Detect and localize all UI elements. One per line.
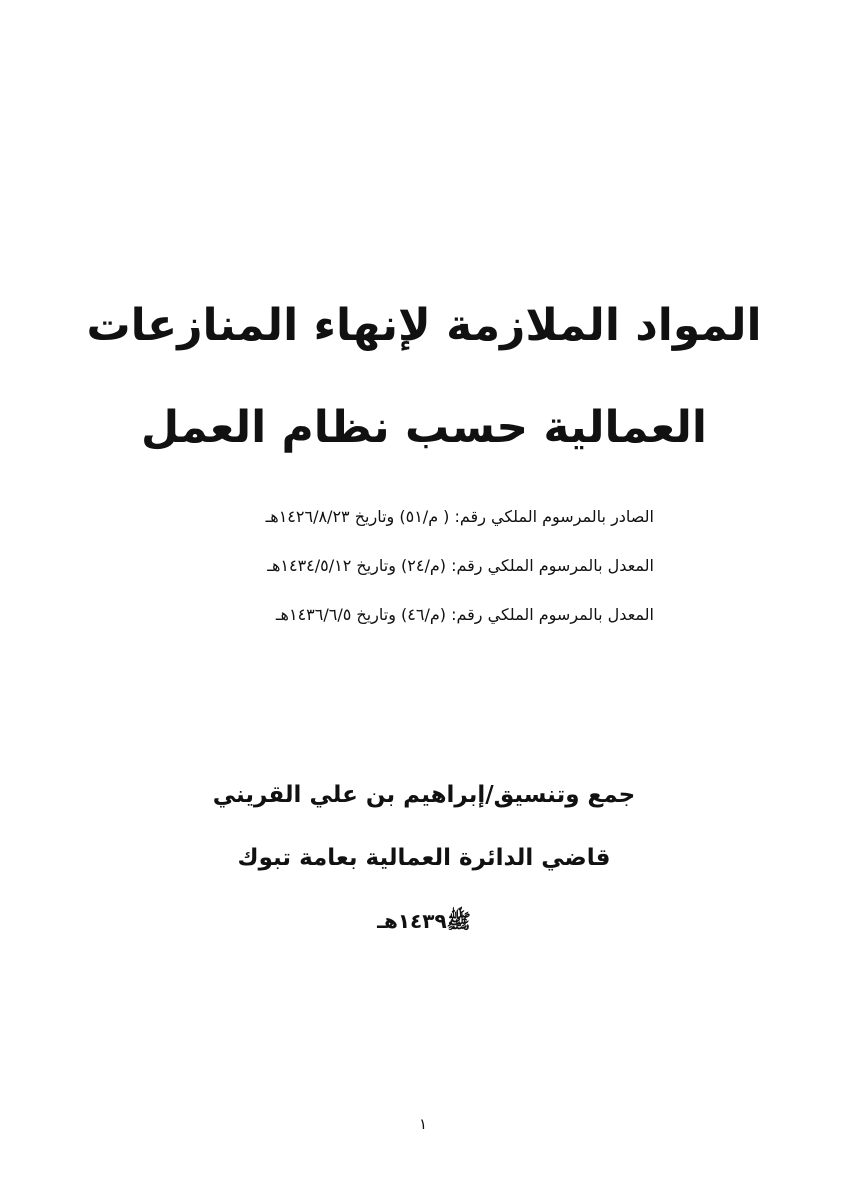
title-line-1: المواد الملازمة لإنهاء المنازعات xyxy=(86,300,762,351)
decree-amended-line-2: المعدل بالمرسوم الملكي رقم: (م/٤٦) وتاريخ ١٤٣٦/٦/٥هـ xyxy=(275,605,654,624)
author-name: جمع وتنسيق/إبراهيم بن علي القريني xyxy=(212,782,636,808)
title-line-2: العمالية حسب نظام العمل xyxy=(140,402,707,453)
hijri-year: ﷺ١٤٣٩هـ xyxy=(377,909,471,933)
page-number: ١ xyxy=(418,1115,428,1133)
author-role: قاضي الدائرة العمالية بعامة تبوك xyxy=(237,845,611,871)
decree-issued-line: الصادر بالمرسوم الملكي رقم: ( م/٥١) وتاريخ ١٤٢٦/٨/٢٣هـ xyxy=(265,507,654,526)
decree-amended-line-1: المعدل بالمرسوم الملكي رقم: (م/٢٤) وتاريخ ١٤٣٤/٥/١٢هـ xyxy=(267,556,654,575)
